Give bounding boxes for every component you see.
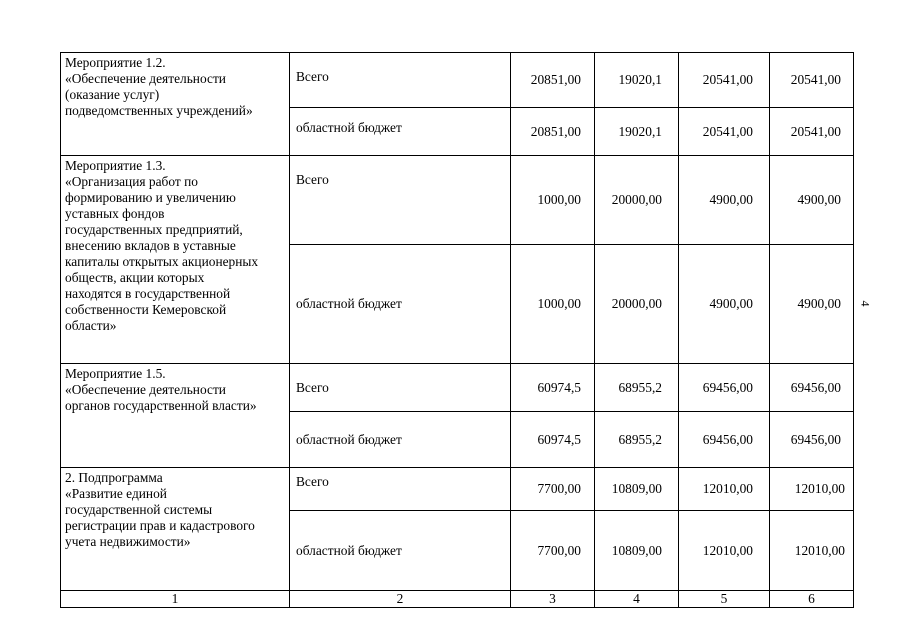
table-row	[61, 468, 854, 511]
value-cell: 7700,00	[511, 511, 595, 591]
funding-source-budget: областной бюджет	[290, 108, 511, 156]
table-row	[61, 53, 854, 108]
value-cell: 20000,00	[595, 245, 679, 364]
column-number-row	[61, 591, 854, 608]
funding-source-total: Всего	[290, 53, 511, 108]
value-cell: 60974,5	[511, 364, 595, 412]
column-number: 3	[511, 591, 595, 608]
value-cell: 20000,00	[595, 156, 679, 245]
page-number: 4	[858, 300, 873, 307]
value-cell: 20541,00	[770, 108, 854, 156]
value-cell: 12010,00	[679, 468, 770, 511]
value-cell: 19020,1	[595, 53, 679, 108]
value-cell: 68955,2	[595, 412, 679, 468]
value-cell: 19020,1	[595, 108, 679, 156]
value-cell: 69456,00	[679, 412, 770, 468]
measure-name: 2. Подпрограмма «Развитие единой государственной системы регистрации прав и кадастрового учета недвижимости»	[61, 468, 290, 591]
funding-source-budget: областной бюджет	[290, 511, 511, 591]
measure-name: Мероприятие 1.2. «Обеспечение деятельности (оказание услуг) подведомственных учреждений»	[61, 53, 290, 156]
budget-table	[60, 52, 854, 608]
value-cell: 4900,00	[679, 156, 770, 245]
funding-source-budget: областной бюджет	[290, 412, 511, 468]
value-cell: 69456,00	[770, 364, 854, 412]
value-cell: 20541,00	[679, 108, 770, 156]
value-cell: 4900,00	[770, 245, 854, 364]
table-row	[61, 364, 854, 412]
value-cell: 12010,00	[770, 511, 854, 591]
column-number: 6	[770, 591, 854, 608]
value-cell: 12010,00	[679, 511, 770, 591]
value-cell: 12010,00	[770, 468, 854, 511]
value-cell: 60974,5	[511, 412, 595, 468]
column-number: 2	[290, 591, 511, 608]
funding-source-total: Всего	[290, 156, 511, 245]
value-cell: 20851,00	[511, 108, 595, 156]
funding-source-budget: областной бюджет	[290, 245, 511, 364]
value-cell: 4900,00	[679, 245, 770, 364]
value-cell: 69456,00	[679, 364, 770, 412]
column-number: 5	[679, 591, 770, 608]
table-row	[61, 156, 854, 245]
value-cell: 20851,00	[511, 53, 595, 108]
value-cell: 69456,00	[770, 412, 854, 468]
measure-name: Мероприятие 1.3. «Организация работ по формированию и увеличению уставных фондов государственных предприятий, внесению вкладов в уставные капиталы открытых акционерных обществ, акции которых находятся в государственной собственности Кемеровской области»	[61, 156, 290, 364]
column-number: 1	[61, 591, 290, 608]
value-cell: 10809,00	[595, 511, 679, 591]
value-cell: 7700,00	[511, 468, 595, 511]
funding-source-total: Всего	[290, 364, 511, 412]
measure-name: Мероприятие 1.5. «Обеспечение деятельности органов государственной власти»	[61, 364, 290, 468]
value-cell: 68955,2	[595, 364, 679, 412]
value-cell: 10809,00	[595, 468, 679, 511]
value-cell: 1000,00	[511, 156, 595, 245]
funding-source-total: Всего	[290, 468, 511, 511]
value-cell: 1000,00	[511, 245, 595, 364]
value-cell: 20541,00	[770, 53, 854, 108]
column-number: 4	[595, 591, 679, 608]
value-cell: 4900,00	[770, 156, 854, 245]
value-cell: 20541,00	[679, 53, 770, 108]
